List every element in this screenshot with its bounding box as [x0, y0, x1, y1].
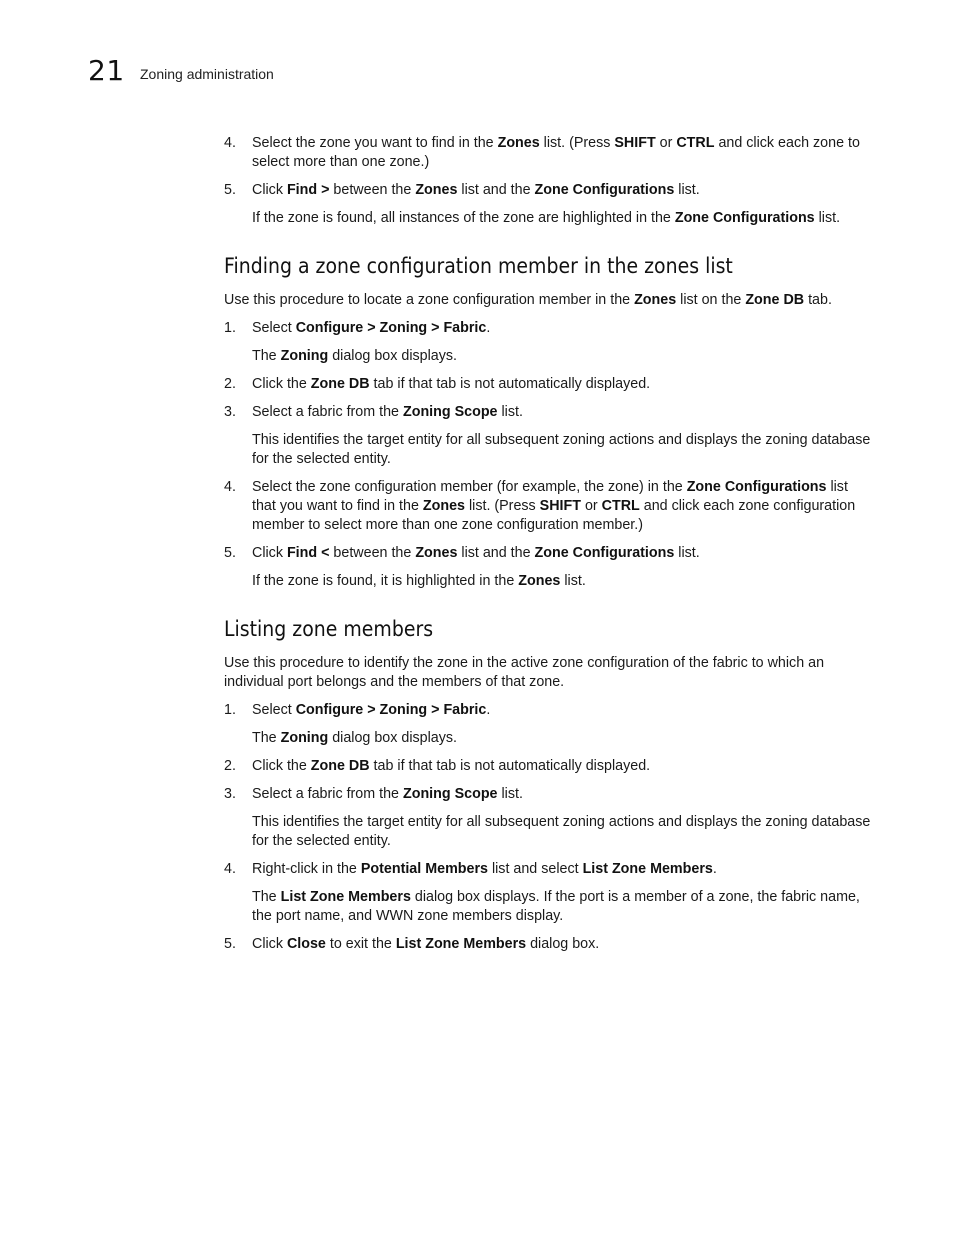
note-text: If the zone is found, it is highlighted in the — [252, 573, 519, 589]
step-number: 5. — [224, 545, 236, 561]
step-note — [224, 347, 872, 366]
key-name: SHIFT — [614, 135, 656, 151]
step-number: 1. — [224, 702, 236, 718]
step-text: between the — [329, 545, 416, 561]
step-item — [224, 785, 872, 804]
ui-term: Find > — [286, 182, 330, 198]
step-text: list. (Press — [465, 498, 540, 514]
step-text: . — [712, 861, 717, 877]
step-item — [224, 134, 872, 172]
step-number: 4. — [224, 479, 236, 495]
step-number: 2. — [224, 376, 236, 392]
step-item — [224, 860, 872, 879]
note-text: list. — [560, 573, 586, 589]
note-text: If the zone is found, all instances of the zone are highlighted in the — [252, 210, 675, 226]
step-note: This identifies the target entity for all subsequent zoning actions and displays the zoning database for the selected entity. — [252, 432, 871, 467]
step-number: 3. — [224, 786, 236, 802]
step-text: Select the zone you want to find in the — [252, 135, 498, 151]
step-text: . — [486, 702, 491, 718]
note-text: The — [252, 730, 281, 746]
step-text: Right-click in the — [252, 861, 361, 877]
ui-term: Zone Configurations — [534, 182, 675, 198]
note-text: The — [252, 889, 281, 905]
step-text: Click — [252, 545, 287, 561]
ui-term: Zones — [518, 573, 561, 589]
step-text: list. — [674, 545, 700, 561]
step-item — [224, 403, 872, 422]
step-item — [224, 319, 872, 338]
step-text: Select — [252, 702, 296, 718]
ui-term: Zone DB — [745, 292, 805, 308]
step-number: 4. — [224, 861, 236, 877]
ui-term: List Zone Members — [582, 861, 713, 877]
step-number: 1. — [224, 320, 236, 336]
step-item — [224, 375, 872, 394]
step-item — [224, 478, 872, 535]
step-text: and click each zone configuration member to select more than one zone configuration member.) — [252, 498, 856, 533]
ui-term: Zones — [415, 182, 458, 198]
ui-term: Potential Members — [360, 861, 488, 877]
step-text: list. (Press — [539, 135, 615, 151]
intro-text: Use this procedure to locate a zone configuration member in the — [224, 292, 635, 308]
ui-term: Zones — [415, 545, 458, 561]
ui-term: Zones — [634, 292, 677, 308]
ui-term: Zone Configurations — [674, 210, 815, 226]
step-text: list and the — [457, 182, 535, 198]
ui-term: Close — [286, 936, 326, 952]
step-item — [224, 757, 872, 776]
step-text: list. — [674, 182, 700, 198]
step-text: Select — [252, 320, 296, 336]
step-text: or — [655, 135, 677, 151]
step-note — [224, 209, 872, 228]
ui-term: Zones — [422, 498, 465, 514]
key-name: CTRL — [676, 135, 715, 151]
step-text: dialog box. — [526, 936, 600, 952]
section-intro — [224, 291, 872, 310]
step-text: list and the — [457, 545, 535, 561]
key-name: CTRL — [601, 498, 640, 514]
step-item — [224, 701, 872, 720]
ui-term: Zone Configurations — [534, 545, 675, 561]
step-number: 4. — [224, 135, 236, 151]
step-item — [224, 935, 872, 954]
ui-term: Zone DB — [310, 376, 370, 392]
step-text: Select the zone configuration member (for example, the zone) in the — [252, 479, 687, 495]
step-text: Click the — [252, 758, 311, 774]
ui-term: Zoning — [280, 730, 329, 746]
step-text: list that you want to find in the — [252, 479, 848, 514]
note-text: dialog box displays. If the port is a member of a zone, the fabric name, the port name, and WWN zone members display. — [252, 889, 860, 924]
step-number: 5. — [224, 182, 236, 198]
step-text: and click each zone to select more than one zone.) — [252, 135, 860, 170]
intro-text: list on the — [676, 292, 746, 308]
section-heading: Listing zone members — [224, 617, 434, 641]
step-text: Select a fabric from the — [252, 404, 403, 420]
step-text: . — [486, 320, 491, 336]
step-number: 3. — [224, 404, 236, 420]
ui-term: List Zone Members — [280, 889, 411, 905]
ui-term: Zoning Scope — [402, 786, 498, 802]
step-text: list. — [497, 786, 523, 802]
ui-term: Zones — [497, 135, 540, 151]
step-number: 5. — [224, 936, 236, 952]
ui-term: Zoning Scope — [402, 404, 498, 420]
ui-term: List Zone Members — [395, 936, 527, 952]
note-text: dialog box displays. — [328, 348, 457, 364]
note-text: dialog box displays. — [328, 730, 457, 746]
ui-term: Zone DB — [310, 758, 370, 774]
intro-text: tab. — [804, 292, 832, 308]
menu-path: Configure > Zoning > Fabric — [295, 702, 487, 718]
step-text: between the — [329, 182, 416, 198]
page-content — [224, 134, 872, 963]
ui-term: Zone Configurations — [686, 479, 827, 495]
step-text: tab if that tab is not automatically displayed. — [369, 758, 651, 774]
note-text: The — [252, 348, 281, 364]
chapter-number: 21 — [88, 54, 125, 87]
section-intro: Use this procedure to identify the zone in the active zone configuration of the fabric to which an individual port belongs and the members of that zone. — [224, 655, 825, 690]
note-text: list. — [814, 210, 841, 226]
step-item — [224, 544, 872, 563]
step-text: to exit the — [325, 936, 396, 952]
step-text: Click — [252, 182, 287, 198]
step-item — [224, 181, 872, 200]
step-note — [224, 729, 872, 748]
step-text: Click the — [252, 376, 311, 392]
ui-term: Find < — [286, 545, 330, 561]
step-note — [224, 572, 872, 591]
key-name: SHIFT — [539, 498, 581, 514]
step-text: or — [580, 498, 602, 514]
section-heading: Finding a zone configuration member in the zones list — [224, 254, 733, 278]
ui-term: Zoning — [280, 348, 329, 364]
step-note — [224, 888, 872, 926]
step-text: Select a fabric from the — [252, 786, 403, 802]
menu-path: Configure > Zoning > Fabric — [295, 320, 487, 336]
step-text: tab if that tab is not automatically displayed. — [369, 376, 651, 392]
step-number: 2. — [224, 758, 236, 774]
step-text: Click — [252, 936, 287, 952]
step-text: list. — [497, 404, 523, 420]
step-note: This identifies the target entity for all subsequent zoning actions and displays the zoning database for the selected entity. — [252, 814, 871, 849]
chapter-title: Zoning administration — [140, 66, 274, 82]
step-text: list and select — [487, 861, 583, 877]
